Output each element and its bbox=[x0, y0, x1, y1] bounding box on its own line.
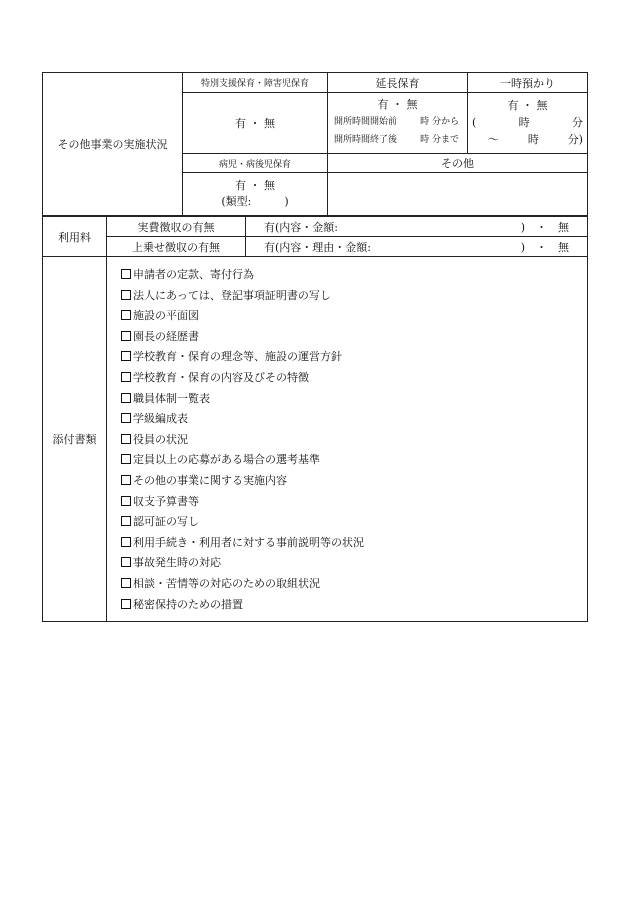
checkbox-icon[interactable] bbox=[121, 393, 131, 403]
list-item bbox=[121, 450, 587, 471]
list-item-label: その他の事業に関する実施内容 bbox=[133, 473, 287, 487]
list-item bbox=[121, 533, 587, 554]
list-item-label: 秘密保持のための措置 bbox=[133, 597, 243, 611]
list-item bbox=[121, 430, 587, 451]
list-item bbox=[121, 409, 587, 430]
checkbox-icon[interactable] bbox=[121, 454, 131, 464]
temporary-care-availability: 有 ・ 無 bbox=[507, 99, 548, 112]
list-item-label: 園長の経歴書 bbox=[133, 329, 199, 343]
checkbox-icon[interactable] bbox=[121, 516, 131, 526]
sick-child-care-cell bbox=[183, 173, 328, 216]
list-item-label: 法人にあっては、登記事項証明書の写し bbox=[133, 288, 331, 302]
temporary-care-start-hour: 時 bbox=[518, 116, 530, 129]
special-support-availability: 有 ・ 無 bbox=[183, 93, 328, 154]
fees-label: 利用料 bbox=[43, 217, 107, 257]
other-services-label: その他事業の実施状況 bbox=[43, 73, 183, 216]
list-item bbox=[121, 492, 587, 513]
extended-care-end-value: 時 分まで bbox=[420, 135, 459, 145]
temporary-care-open-paren: ( bbox=[472, 116, 477, 129]
fee-row-detail-cell bbox=[246, 237, 588, 257]
sick-child-care-header: 病児・病後児保育 bbox=[183, 154, 328, 173]
extended-care-start-value: 時 分から bbox=[420, 117, 459, 127]
temporary-care-end-hour: 時 bbox=[527, 133, 539, 146]
checkbox-icon[interactable] bbox=[121, 557, 131, 567]
extended-care-header: 延長保育 bbox=[328, 73, 468, 93]
fee-row-detail-cell bbox=[246, 217, 588, 237]
list-item-label: 学校教育・保育の内容及びその特徴 bbox=[133, 370, 309, 384]
checkbox-icon[interactable] bbox=[121, 599, 131, 609]
checkbox-icon[interactable] bbox=[121, 537, 131, 547]
list-item-label: 学校教育・保育の理念等、施設の運営方針 bbox=[133, 350, 342, 364]
list-item bbox=[121, 553, 587, 574]
checkbox-icon[interactable] bbox=[121, 331, 131, 341]
list-item-label: 申請者の定款、寄付行為 bbox=[133, 268, 254, 281]
list-item bbox=[121, 327, 587, 348]
other-services-table bbox=[42, 72, 588, 216]
list-item-label: 定員以上の応募がある場合の選考基準 bbox=[133, 453, 320, 467]
fee-row-detail: 有(内容・金額: bbox=[264, 220, 338, 234]
temporary-care-end-min: 分) bbox=[567, 133, 583, 146]
list-item bbox=[121, 512, 587, 533]
checkbox-icon[interactable] bbox=[121, 475, 131, 485]
checkbox-icon[interactable] bbox=[121, 434, 131, 444]
attachments-list-cell bbox=[107, 257, 588, 622]
attachments-list bbox=[107, 257, 587, 621]
extended-care-end-label: 開所時間終了後 bbox=[334, 135, 398, 145]
list-item bbox=[121, 347, 587, 368]
list-item bbox=[121, 368, 587, 389]
temporary-care-header: 一時預かり bbox=[468, 73, 588, 93]
temporary-care-tilde: ～ bbox=[488, 133, 499, 146]
list-item bbox=[121, 265, 587, 286]
list-item bbox=[121, 389, 587, 410]
checkbox-icon[interactable] bbox=[121, 496, 131, 506]
special-support-header: 特別支援保育・障害児保育 bbox=[183, 73, 328, 93]
list-item-label: 職員体制一覧表 bbox=[133, 391, 210, 405]
list-item-label: 利用手続き・利用者に対する事前説明等の状況 bbox=[133, 535, 364, 549]
list-item-label: 施設の平面図 bbox=[133, 309, 199, 323]
other-value bbox=[328, 173, 588, 216]
extended-care-availability: 有 ・ 無 bbox=[377, 98, 418, 111]
fee-row-detail: 有(内容・理由・金額: bbox=[264, 240, 371, 254]
extended-care-cell bbox=[328, 93, 468, 154]
fee-row-label: 実費徴収の有無 bbox=[107, 217, 246, 237]
fees-table bbox=[42, 216, 588, 257]
checkbox-icon[interactable] bbox=[121, 290, 131, 300]
list-item bbox=[121, 574, 587, 595]
list-item-label: 役員の状況 bbox=[133, 432, 188, 446]
list-item-label: 事故発生時の対応 bbox=[133, 556, 221, 570]
attachments-table bbox=[42, 256, 588, 622]
checkbox-icon[interactable] bbox=[121, 269, 131, 279]
list-item-label: 学級編成表 bbox=[133, 412, 188, 426]
list-item bbox=[121, 306, 587, 327]
attachments-label: 添付書類 bbox=[43, 257, 107, 622]
checkbox-icon[interactable] bbox=[121, 310, 131, 320]
sick-child-care-type: (類型: ) bbox=[221, 195, 289, 208]
list-item bbox=[121, 595, 587, 616]
list-item-label: 認可証の写し bbox=[133, 515, 199, 529]
extended-care-start-label: 開所時間開始前 bbox=[334, 117, 398, 127]
other-header: その他 bbox=[328, 154, 588, 173]
temporary-care-start-min: 分 bbox=[571, 116, 583, 129]
checkbox-icon[interactable] bbox=[121, 413, 131, 423]
list-item-label: 相談・苦情等の対応のための取組状況 bbox=[133, 576, 320, 590]
checkbox-icon[interactable] bbox=[121, 578, 131, 588]
temporary-care-cell bbox=[468, 93, 588, 154]
sick-child-care-availability: 有 ・ 無 bbox=[235, 179, 275, 192]
list-item-label: 収支予算書等 bbox=[133, 494, 199, 508]
fee-row-label: 上乗せ徴収の有無 bbox=[107, 237, 246, 257]
checkbox-icon[interactable] bbox=[121, 351, 131, 361]
fee-row-suffix: ) ・ 無 bbox=[520, 220, 569, 234]
checkbox-icon[interactable] bbox=[121, 372, 131, 382]
list-item bbox=[121, 286, 587, 307]
list-item bbox=[121, 471, 587, 492]
fee-row-suffix: ) ・ 無 bbox=[520, 240, 569, 254]
